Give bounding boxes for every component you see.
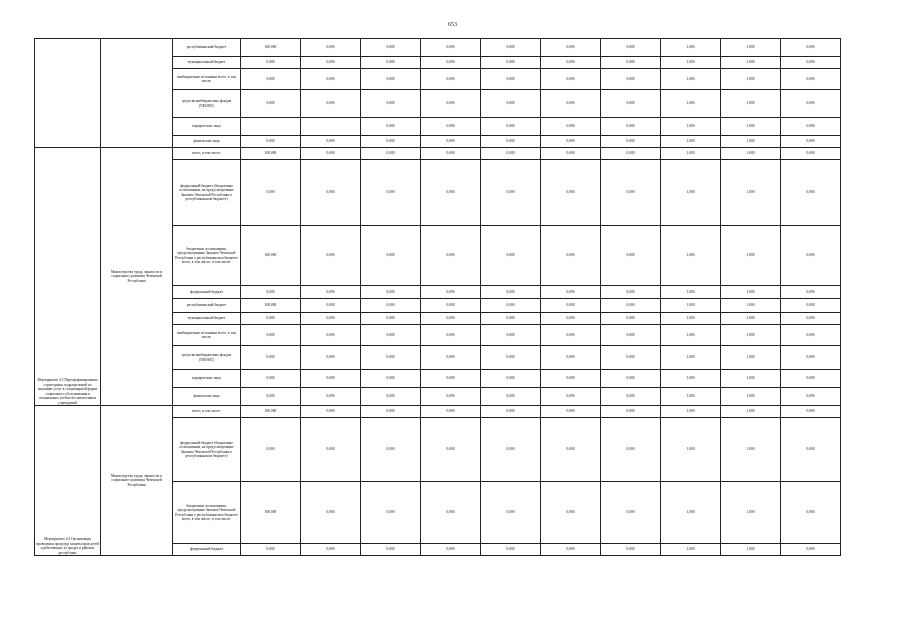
value-cell: 1,000 — [661, 286, 721, 299]
value-cell: 0,000 — [481, 388, 541, 406]
value-cell: 1,000 — [721, 418, 781, 482]
value-cell: 1,000 — [661, 118, 721, 136]
value-cell: 0,000 — [781, 57, 841, 69]
value-cell: 0,000 — [361, 160, 421, 226]
value-cell: 0,000 — [421, 313, 481, 325]
value-cell: 0,000 — [301, 370, 361, 388]
value-cell: 1,000 — [721, 39, 781, 57]
value-cell: 300,000 — [241, 299, 301, 313]
value-cell: 0,000 — [601, 482, 661, 544]
value-cell: 0,000 — [361, 90, 421, 118]
value-cell: 0,000 — [421, 544, 481, 556]
value-cell: 0,000 — [541, 406, 601, 418]
value-cell: 0,000 — [781, 286, 841, 299]
value-cell: 0,000 — [601, 418, 661, 482]
value-cell: 0,000 — [301, 346, 361, 370]
value-cell: 0,000 — [421, 148, 481, 160]
funding-source-cell: муниципальный бюджет — [173, 57, 241, 69]
value-cell: 1,000 — [721, 136, 781, 148]
funding-source-cell: физические лица — [173, 136, 241, 148]
value-cell: 0,000 — [781, 160, 841, 226]
value-cell: 0,000 — [781, 544, 841, 556]
value-cell: 0,000 — [241, 286, 301, 299]
value-cell: 0,000 — [361, 544, 421, 556]
value-cell: 0,000 — [481, 136, 541, 148]
value-cell: 0,000 — [241, 418, 301, 482]
value-cell: 1,000 — [661, 313, 721, 325]
value-cell: 0,000 — [361, 418, 421, 482]
value-cell: 0,000 — [601, 39, 661, 57]
value-cell: 0,000 — [481, 418, 541, 482]
value-cell: 0,000 — [241, 388, 301, 406]
value-cell: 0,000 — [781, 136, 841, 148]
value-cell: 0,000 — [541, 370, 601, 388]
value-cell: 0,000 — [541, 39, 601, 57]
value-cell: 1,000 — [721, 482, 781, 544]
activity-cell: Мероприятие 4.4 Организация проведения процедур защиты прав детей и работающих в городах и районах республики — [35, 406, 101, 556]
value-cell: 0,000 — [781, 148, 841, 160]
value-cell: 1,000 — [661, 160, 721, 226]
funding-source-cell: республиканский бюджет — [173, 299, 241, 313]
value-cell: 0,000 — [421, 90, 481, 118]
value-cell: 1,000 — [661, 370, 721, 388]
funding-source-cell: внебюджетные источники всего, в том числе: — [173, 69, 241, 90]
funding-source-cell: бюджетные ассигнования, предусмотренные Законом Чеченской Республики о республиканском бюджете всего, в том числе:, в том числе: — [173, 226, 241, 286]
value-cell: 1,000 — [721, 118, 781, 136]
value-cell: 0,000 — [481, 148, 541, 160]
value-cell: 0,000 — [241, 90, 301, 118]
value-cell: 0,000 — [361, 482, 421, 544]
value-cell: 0,000 — [601, 313, 661, 325]
value-cell — [301, 118, 361, 136]
value-cell: 0,000 — [301, 57, 361, 69]
value-cell: 0,000 — [241, 69, 301, 90]
value-cell: 0,000 — [541, 313, 601, 325]
value-cell: 0,000 — [241, 136, 301, 148]
value-cell: 1,000 — [661, 346, 721, 370]
value-cell: 0,000 — [361, 299, 421, 313]
value-cell: 0,000 — [601, 370, 661, 388]
value-cell: 0,000 — [361, 226, 421, 286]
value-cell: 0,000 — [481, 57, 541, 69]
value-cell: 1,000 — [721, 370, 781, 388]
value-cell: 0,000 — [541, 90, 601, 118]
funding-source-cell: федеральный бюджет (бюджетные ассигнования, не предусмотренные Законом Чеченской Республики о республиканском бюджете) — [173, 418, 241, 482]
value-cell: 0,000 — [541, 226, 601, 286]
value-cell: 1,000 — [661, 406, 721, 418]
value-cell: 0,000 — [361, 388, 421, 406]
value-cell: 0,000 — [241, 57, 301, 69]
value-cell: 0,000 — [781, 313, 841, 325]
value-cell: 0,000 — [781, 39, 841, 57]
value-cell: 0,000 — [481, 370, 541, 388]
value-cell: 0,000 — [301, 544, 361, 556]
funding-source-cell: бюджетные ассигнования, предусмотренные Законом Чеченской Республики о республиканском бюджете всего, в том числе:, в том числе: — [173, 482, 241, 544]
value-cell: 0,000 — [421, 69, 481, 90]
value-cell: 1,000 — [721, 90, 781, 118]
value-cell: 0,000 — [421, 406, 481, 418]
value-cell: 1,000 — [661, 418, 721, 482]
value-cell: 0,000 — [241, 544, 301, 556]
value-cell: 1,000 — [661, 325, 721, 346]
table-row — [35, 406, 841, 418]
value-cell: 0,000 — [421, 346, 481, 370]
value-cell: 1,000 — [661, 39, 721, 57]
value-cell: 0,000 — [781, 406, 841, 418]
value-cell: 0,000 — [481, 39, 541, 57]
value-cell: 1,000 — [661, 69, 721, 90]
value-cell: 0,000 — [781, 482, 841, 544]
table-body — [35, 39, 841, 556]
value-cell: 0,000 — [481, 226, 541, 286]
value-cell: 0,000 — [301, 148, 361, 160]
value-cell: 0,000 — [781, 346, 841, 370]
value-cell: 1,000 — [661, 299, 721, 313]
value-cell: 1,000 — [721, 148, 781, 160]
value-cell — [241, 118, 301, 136]
value-cell: 0,000 — [301, 39, 361, 57]
value-cell: 1,000 — [661, 226, 721, 286]
funding-source-cell: всего, в том числе: — [173, 148, 241, 160]
value-cell: 1,000 — [721, 406, 781, 418]
value-cell: 0,000 — [601, 299, 661, 313]
value-cell: 0,000 — [601, 325, 661, 346]
value-cell: 0,000 — [781, 418, 841, 482]
value-cell: 0,000 — [361, 57, 421, 69]
value-cell: 0,000 — [481, 406, 541, 418]
value-cell: 0,000 — [601, 148, 661, 160]
value-cell: 0,000 — [301, 299, 361, 313]
value-cell: 0,000 — [361, 313, 421, 325]
executor-cell: Министерство труда, занятости и социального развития Чеченской Республики — [101, 148, 173, 406]
value-cell: 0,000 — [601, 160, 661, 226]
value-cell: 0,000 — [421, 136, 481, 148]
value-cell: 1,000 — [661, 136, 721, 148]
funding-source-cell: федеральный бюджет — [173, 544, 241, 556]
value-cell: 0,000 — [421, 325, 481, 346]
value-cell: 0,000 — [481, 90, 541, 118]
value-cell: 0,000 — [601, 286, 661, 299]
value-cell: 1,000 — [721, 346, 781, 370]
value-cell: 0,000 — [601, 388, 661, 406]
activity-cell — [35, 39, 101, 148]
value-cell: 0,000 — [481, 544, 541, 556]
value-cell: 1,000 — [661, 57, 721, 69]
value-cell: 300,000 — [241, 39, 301, 57]
value-cell: 0,000 — [421, 418, 481, 482]
value-cell: 0,000 — [541, 118, 601, 136]
value-cell: 0,000 — [541, 69, 601, 90]
value-cell: 0,000 — [361, 325, 421, 346]
value-cell: 0,000 — [421, 118, 481, 136]
funding-source-cell: юридические лица — [173, 118, 241, 136]
value-cell: 1,000 — [721, 286, 781, 299]
value-cell: 0,000 — [361, 136, 421, 148]
value-cell: 0,000 — [301, 69, 361, 90]
value-cell: 0,000 — [541, 286, 601, 299]
value-cell: 0,000 — [301, 418, 361, 482]
value-cell: 0,000 — [601, 346, 661, 370]
value-cell: 0,000 — [421, 226, 481, 286]
value-cell: 0,000 — [541, 299, 601, 313]
funding-source-cell: средства внебюджетных фондов (ТФОМС) — [173, 346, 241, 370]
value-cell: 0,000 — [241, 325, 301, 346]
value-cell: 0,000 — [481, 313, 541, 325]
funding-source-cell: внебюджетные источники всего, в том числе: — [173, 325, 241, 346]
value-cell: 0,000 — [421, 39, 481, 57]
table-row — [35, 39, 841, 57]
value-cell: 0,000 — [481, 299, 541, 313]
value-cell: 0,000 — [601, 69, 661, 90]
value-cell: 1,000 — [721, 226, 781, 286]
value-cell: 0,000 — [541, 57, 601, 69]
funding-source-cell: юридические лица — [173, 370, 241, 388]
value-cell: 1,000 — [661, 544, 721, 556]
value-cell: 0,000 — [541, 544, 601, 556]
value-cell: 0,000 — [541, 325, 601, 346]
funding-source-cell: физические лица — [173, 388, 241, 406]
value-cell: 0,000 — [421, 370, 481, 388]
funding-source-cell: средства внебюджетных фондов (ТФОМС) — [173, 90, 241, 118]
value-cell: 0,000 — [781, 226, 841, 286]
value-cell: 0,000 — [781, 388, 841, 406]
value-cell: 0,000 — [781, 69, 841, 90]
value-cell: 0,000 — [301, 160, 361, 226]
funding-source-cell: федеральный бюджет (бюджетные ассигнования, не предусмотренные Законом Чеченской Республики о республиканском бюджете) — [173, 160, 241, 226]
value-cell: 0,000 — [781, 299, 841, 313]
funding-source-cell: республиканский бюджет — [173, 39, 241, 57]
value-cell: 0,000 — [601, 406, 661, 418]
value-cell: 300,000 — [241, 148, 301, 160]
value-cell: 300,000 — [241, 482, 301, 544]
value-cell: 0,000 — [301, 406, 361, 418]
value-cell: 0,000 — [481, 69, 541, 90]
value-cell: 0,000 — [301, 482, 361, 544]
value-cell: 0,000 — [301, 313, 361, 325]
value-cell: 0,000 — [601, 226, 661, 286]
value-cell: 0,000 — [361, 286, 421, 299]
value-cell: 0,000 — [241, 346, 301, 370]
value-cell: 0,000 — [301, 90, 361, 118]
value-cell: 0,000 — [541, 136, 601, 148]
value-cell: 0,000 — [601, 544, 661, 556]
value-cell: 0,000 — [361, 148, 421, 160]
value-cell: 0,000 — [601, 118, 661, 136]
value-cell: 1,000 — [721, 160, 781, 226]
value-cell: 0,000 — [301, 226, 361, 286]
value-cell: 0,000 — [541, 346, 601, 370]
value-cell: 0,000 — [241, 370, 301, 388]
value-cell: 300,000 — [241, 226, 301, 286]
value-cell: 0,000 — [361, 69, 421, 90]
value-cell: 1,000 — [721, 313, 781, 325]
value-cell: 0,000 — [781, 370, 841, 388]
value-cell: 0,000 — [361, 406, 421, 418]
value-cell: 1,000 — [721, 544, 781, 556]
funding-source-cell: муниципальный бюджет — [173, 313, 241, 325]
value-cell: 0,000 — [481, 118, 541, 136]
value-cell: 0,000 — [241, 313, 301, 325]
value-cell: 0,000 — [481, 325, 541, 346]
value-cell: 300,000 — [241, 406, 301, 418]
value-cell: 1,000 — [661, 388, 721, 406]
value-cell: 0,000 — [361, 118, 421, 136]
budget-table — [34, 38, 841, 556]
funding-source-cell: всего, в том числе: — [173, 406, 241, 418]
value-cell: 0,000 — [601, 57, 661, 69]
value-cell: 0,000 — [541, 418, 601, 482]
value-cell: 0,000 — [301, 136, 361, 148]
value-cell: 0,000 — [781, 325, 841, 346]
value-cell: 1,000 — [661, 148, 721, 160]
value-cell: 1,000 — [721, 57, 781, 69]
value-cell: 0,000 — [781, 90, 841, 118]
value-cell: 0,000 — [601, 90, 661, 118]
value-cell: 0,000 — [421, 299, 481, 313]
value-cell: 0,000 — [301, 286, 361, 299]
value-cell: 0,000 — [361, 370, 421, 388]
executor-cell: Министерство труда, занятости и социального развития Чеченской Республики — [101, 406, 173, 556]
value-cell: 0,000 — [541, 482, 601, 544]
value-cell: 0,000 — [301, 388, 361, 406]
value-cell: 0,000 — [481, 286, 541, 299]
value-cell: 0,000 — [601, 136, 661, 148]
value-cell: 0,000 — [361, 346, 421, 370]
value-cell: 0,000 — [421, 57, 481, 69]
value-cell: 1,000 — [661, 90, 721, 118]
page-number: 653 — [448, 22, 457, 28]
value-cell: 0,000 — [541, 388, 601, 406]
value-cell: 0,000 — [781, 118, 841, 136]
value-cell: 0,000 — [361, 39, 421, 57]
funding-source-cell: федеральный бюджет — [173, 286, 241, 299]
executor-cell — [101, 39, 173, 148]
value-cell: 0,000 — [481, 482, 541, 544]
value-cell: 0,000 — [481, 346, 541, 370]
value-cell: 1,000 — [721, 69, 781, 90]
value-cell: 0,000 — [541, 160, 601, 226]
table-row — [35, 148, 841, 160]
value-cell: 0,000 — [421, 160, 481, 226]
value-cell: 0,000 — [241, 160, 301, 226]
activity-cell: Мероприятие 4.3 Перепрофилирование структурных подразделений по оказанию услуг в стационарной форме социального обслуживания в специальных учебно-воспитательных учреждений — [35, 148, 101, 406]
value-cell: 0,000 — [421, 286, 481, 299]
value-cell: 1,000 — [661, 482, 721, 544]
value-cell: 1,000 — [721, 299, 781, 313]
value-cell: 0,000 — [481, 160, 541, 226]
value-cell: 1,000 — [721, 388, 781, 406]
value-cell: 1,000 — [721, 325, 781, 346]
value-cell: 0,000 — [301, 325, 361, 346]
value-cell: 0,000 — [421, 482, 481, 544]
value-cell: 0,000 — [421, 388, 481, 406]
value-cell: 0,000 — [541, 148, 601, 160]
